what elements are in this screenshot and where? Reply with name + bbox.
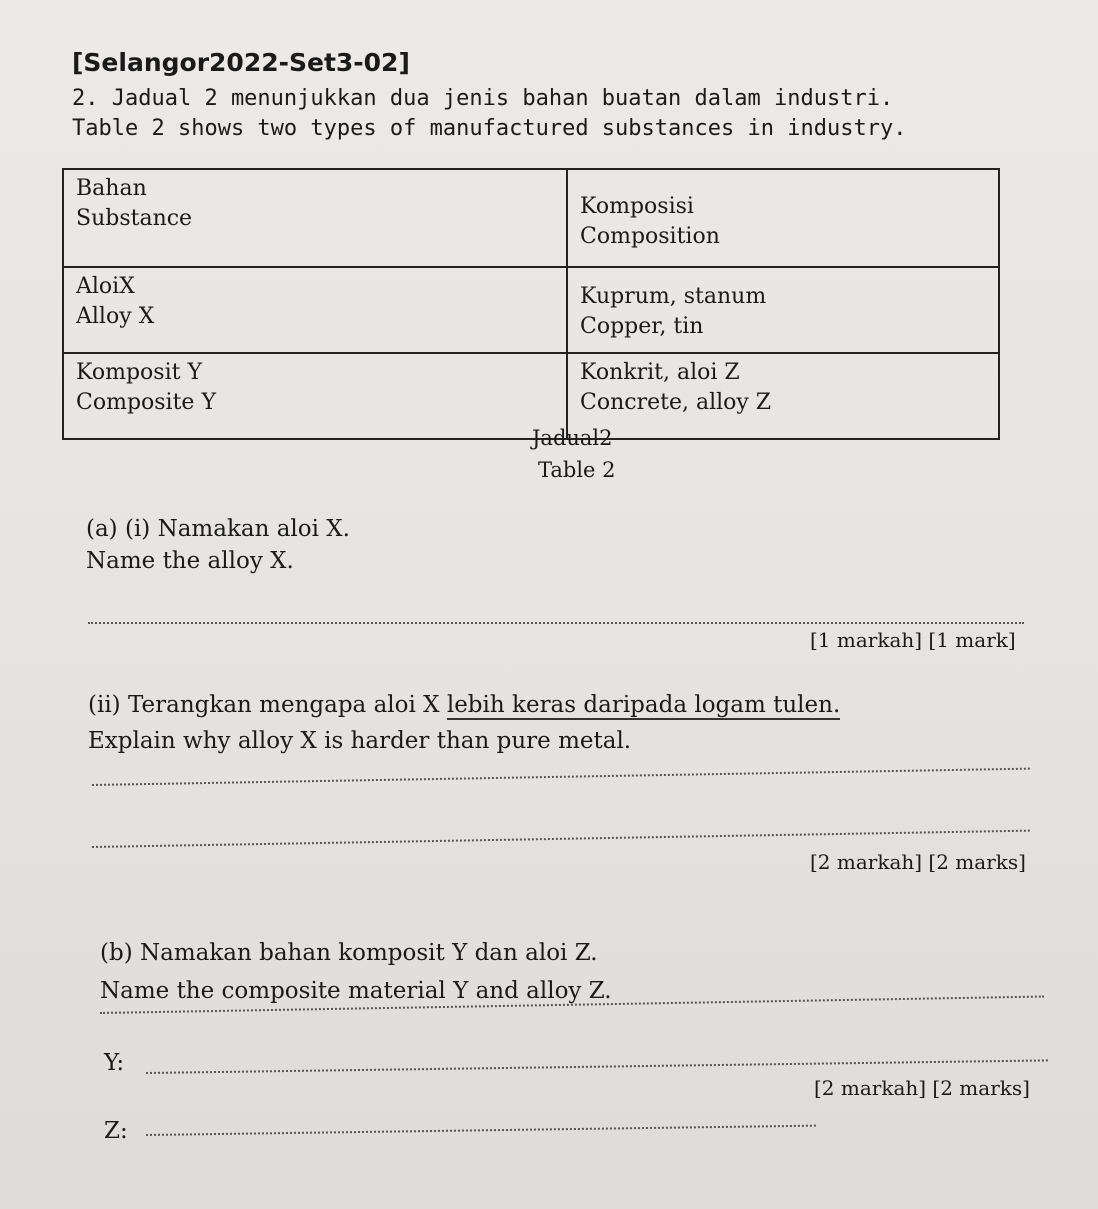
cell-substance-malay: Komposit Y — [76, 360, 202, 385]
header-substance — [63, 169, 567, 267]
cell-composition-english: Copper, tin — [580, 314, 704, 339]
table-caption-english: Table 2 — [538, 458, 616, 482]
header-composition-malay: Komposisi — [580, 194, 694, 219]
table-header-row — [63, 169, 999, 267]
header-substance-malay: Bahan — [76, 176, 147, 201]
part-a-i-english: Name the alloy X. — [86, 548, 294, 574]
answer-line-a-ii-1[interactable] — [92, 768, 1030, 786]
cell-composition — [567, 353, 999, 439]
question-stem-english: Table 2 shows two types of manufactured substances in industry. — [72, 116, 907, 141]
part-a-ii-english: Explain why alloy X is harder than pure metal. — [88, 728, 632, 754]
answer-line-a-i[interactable] — [88, 622, 1024, 624]
cell-substance — [63, 353, 567, 439]
cell-substance-english: Composite Y — [76, 390, 216, 415]
question-stem-malay: 2. Jadual 2 menunjukkan dua jenis bahan buatan dalam industri. — [72, 86, 894, 111]
header-substance-english: Substance — [76, 206, 193, 231]
cell-composition-malay: Konkrit, aloi Z — [580, 360, 740, 385]
part-a-i-malay: (a) (i) Namakan aloi X. — [86, 516, 350, 542]
answer-line-y[interactable] — [146, 1059, 1048, 1074]
cell-composition-english: Concrete, alloy Z — [580, 390, 772, 415]
cell-composition-malay: Kuprum, stanum — [580, 284, 767, 309]
part-a-ii-malay-underlined: lebih keras daripada logam tulen. — [446, 692, 841, 718]
table-caption-malay: Jadual2 — [532, 426, 613, 450]
answer-line-z[interactable] — [146, 1125, 816, 1136]
cell-substance-english: Alloy X — [76, 304, 155, 329]
header-composition-english: Composition — [580, 224, 720, 249]
part-b-marks: [2 markah] [2 marks] — [814, 1076, 1030, 1100]
part-b-english: Name the composite material Y and alloy Z. — [100, 978, 612, 1004]
header-composition — [567, 169, 999, 267]
question-source-header: [Selangor2022-Set3-02] — [72, 48, 410, 77]
cell-composition — [567, 267, 999, 353]
label-y: Y: — [104, 1050, 125, 1076]
part-b-malay: (b) Namakan bahan komposit Y dan aloi Z. — [100, 940, 598, 966]
part-a-ii-malay-prefix: (ii) Terangkan mengapa aloi X — [88, 692, 447, 718]
part-a-ii-marks: [2 markah] [2 marks] — [810, 850, 1026, 874]
substances-table — [62, 168, 1000, 440]
cell-substance — [63, 267, 567, 353]
label-z: Z: — [104, 1118, 128, 1144]
table-row — [63, 353, 999, 439]
part-a-ii-malay — [88, 692, 840, 718]
part-a-i-marks: [1 markah] [1 mark] — [810, 628, 1016, 652]
cell-substance-malay: AloiX — [76, 274, 135, 299]
table-row — [63, 267, 999, 353]
answer-line-a-ii-2[interactable] — [92, 830, 1030, 848]
